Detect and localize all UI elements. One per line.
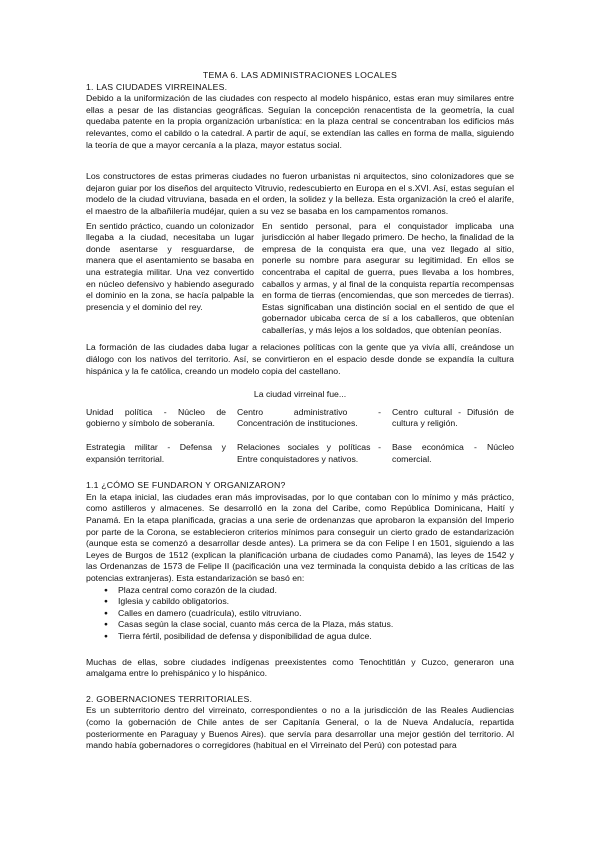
two-column-block xyxy=(86,221,514,337)
list-item: ● Calles en damero (cuadrícula), estilo vitruviano. xyxy=(104,608,514,620)
list-item: ● Iglesia y cabildo obligatorios. xyxy=(104,596,514,608)
document-body xyxy=(86,70,514,752)
list-item: ● Plaza central como corazón de la ciudad. xyxy=(104,585,514,597)
column-left-text: En sentido práctico, cuando un colonizador llegaba a la ciudad, necesitaba un lugar donde asentarse y resguardarse, de manera que el asentamiento se basaba en una estrategia militar. Una vez convertido en núcleo defensivo y habiendo asegurado el dominio en la zona, se hacía palpable la presencia y el dominio del rey. xyxy=(86,220,254,312)
document-title: TEMA 6. LAS ADMINISTRACIONES LOCALES xyxy=(202,70,398,80)
standardization-list xyxy=(86,585,514,643)
city-summary-row-2 xyxy=(86,442,514,465)
section-1-paragraph-3: La formación de las ciudades daba lugar a relaciones políticas con la gente que ya vivía allí, creándose un diálogo con los nativos del territorio. Así, se convirtieron en el espacio desde donde se expandía la cultura hispánica y la fe católica, creando un modelo copia del castellano. xyxy=(86,342,514,376)
summary-item-social: Relaciones sociales y políticas - Entre conquistadores y nativos. xyxy=(237,442,381,464)
list-item: ● Casas según la clase social, cuanto más cerca de la Plaza, más status. xyxy=(104,619,514,631)
city-summary-lead: La ciudad virreinal fue... xyxy=(253,389,347,400)
section-2-heading: 2. GOBERNACIONES TERRITORIALES. xyxy=(86,693,253,704)
city-summary-row-1 xyxy=(86,407,514,430)
summary-item-administrative: Centro administrativo - Concentración de instituciones. xyxy=(237,406,381,429)
summary-item-cultural: Centro cultural - Difusión de cultura y religión. xyxy=(392,406,514,429)
section-1-1-paragraph-2: Muchas de ellas, sobre ciudades indígenas preexistentes como Tenochtitlán y Cuzco, generaron una amalgama entre lo prehispánico y lo hispánico. xyxy=(86,656,514,679)
summary-item-political: Unidad política - Núcleo de gobierno y símbolo de soberanía. xyxy=(86,406,226,429)
summary-item-economic: Base económica - Núcleo comercial. xyxy=(392,442,514,464)
section-1-1-paragraph-1: En la etapa inicial, las ciudades eran más improvisadas, por lo que contaban con lo mínimo y más práctico, como astilleros y almacenes. Se desarrolló en la zona del Caribe, como República Dominicana, Haití y Panamá. En la etapa planificada, gracias a una serie de ordenanzas que aprobaron la expansión del Imperio por parte de la Corona, se establecieron criterios mínimos para conseguir un cierto grado de estandarización (aunque esta se comenzó a desarrollar desde antes). La primera se da con Felipe I en 1501, siguiendo a las Leyes de Burgos de 1512 (explican la planificación urbana de ciudades como Panamá), las leyes de 1542 y las Ordenanzas de 1573 de Felipe II (pacificación una vez terminada la conquista debido a las críticas de las potencias extranjeras). Esta estandarización se basó en: xyxy=(86,491,514,583)
list-item: ● Tierra fértil, posibilidad de defensa y disponibilidad de agua dulce. xyxy=(104,631,514,643)
section-1-heading: 1. LAS CIUDADES VIRREINALES. xyxy=(86,81,228,92)
section-1-paragraph-1: Debido a la uniformización de las ciudades con respecto al modelo hispánico, estas eran muy similares entre ellas a pesar de las distancias geográficas. Seguían la concepción renacentista de la geometría, la cual quedaba patente en la propia organización urbanística: en la plaza central se concentraban los edificios más relevantes, como el cabildo o la catedral. A partir de aquí, se extendían las calles en forma de malla, siguiendo la teoría de que a mayor cercanía a la plaza, mayor estatus social. xyxy=(86,93,514,150)
section-1-1-heading: 1.1 ¿CÓMO SE FUNDARON Y ORGANIZARON? xyxy=(86,480,286,491)
column-right-text: En sentido personal, para el conquistador implicaba una jurisdicción al haber llegado primero. De hecho, la finalidad de la empresa de la conquista era que, una vez llegado al sitio, ponerle su nombre para asegurar su legitimidad. En ellos se concentraba el capital de guerra, pues llevaba a los hombres, caballos y armas, y al final de la conquista repartía recompensas en forma de tierras (encomiendas, que son mercedes de tierras). Estas significaban una distinción social en el sentido de que el gobernador ubicaba cerca de sí a los caballeros, que obtenían caballerías, y más lejos a los soldados, que obtenían peonías. xyxy=(262,220,514,335)
section-2-paragraph-1: Es un subterritorio dentro del virreinato, correspondientes o no a la jurisdicción de las Reales Audiencias (como la gobernación de Chile antes de ser Capitanía General, o la de Nueva Andalucía, repartida posteriormente en Paraguay y Buenos Aires). que servía para desarrollar una mejor gestión del territorio. Al mando había gobernadores o corregidores (habitual en el Virreinato del Perú) con potestad para xyxy=(86,705,514,751)
section-1-paragraph-2: Los constructores de estas primeras ciudades no fueron urbanistas ni arquitectos, sino colonizadores que se dejaron guiar por los diseños del arquitecto Vitruvio, redescubierto en Europa en el s.XVI. Así, estas seguían el modelo de la ciudad vitruviana, basada en el orden, la solidez y la belleza. Esta organización la creó el alarife, el maestro de la albañilería mudéjar, quien a su vez se basaba en los campamentos romanos. xyxy=(86,171,514,216)
summary-item-military: Estrategia militar - Defensa y expansión territorial. xyxy=(86,442,226,464)
